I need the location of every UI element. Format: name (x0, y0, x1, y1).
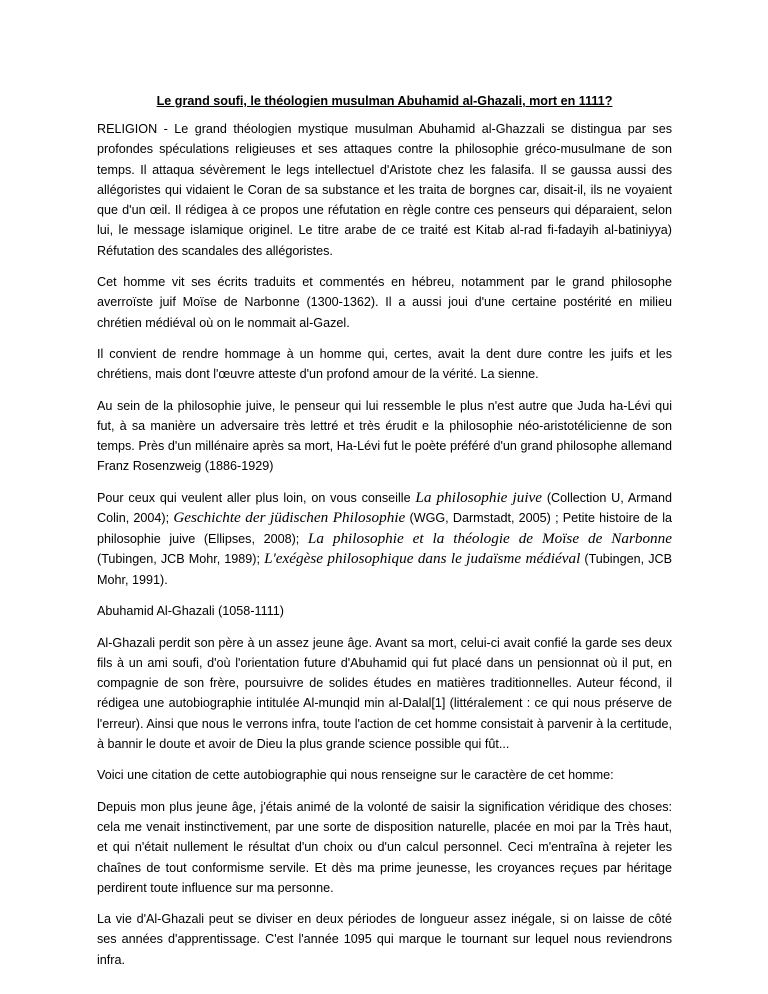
section-heading: Abuhamid Al-Ghazali (1058-1111) (97, 604, 284, 619)
book-publisher-2: (WGG, Darmstadt, 2005) ; Petite histoire de la philosophie juive (Ellipses, 2008); (97, 511, 672, 546)
book-publisher-4: (Tubingen, JCB Mohr, 1991). (97, 552, 673, 587)
paragraph-homage: Il convient de rendre hommage à un homme qui, certes, avait la dent dure contre les juifs et les chrétiens, mais dont l'œuvre atteste d'un profond amour de la vérité. La sienne. (97, 346, 672, 382)
biblio-intro: Pour ceux qui veulent aller plus loin, on vous conseille (97, 490, 416, 505)
paragraph-biography: Al-Ghazali perdit son père à un assez jeune âge. Avant sa mort, celui-ci avait confié la garde ses deux fils à un ami soufi, d'où l'orientation future d'Abuhamid qui fut placé dans un pensionnat où il put, en compagnie de son frère, poursuivre de solides études en matières traditionnelles. Auteur fécond, il rédigea une autobiographie intitulée Al-munqid min al-Dalal[1] (littéralement : ce qui nous préserve de l'erreur). Ainsi que nous le verrons infra, toute l'action de cet homme consistait à parvenir à la certitude, à bannir le doute et avoir de Dieu la plus grande science possible qui fût... (97, 635, 672, 752)
paragraph-bibliography (97, 488, 672, 591)
paragraph-life-periods: La vie d'Al-Ghazali peut se diviser en deux périodes de longueur assez inégale, si on laisse de côté ses années d'apprentissage. C'est l'année 1095 qui marque le tournant sur lequel nous reviendrons infra. (97, 912, 672, 967)
book-title-1: La philosophie juive (415, 488, 543, 506)
paragraph-citation-intro: Voici une citation de cette autobiographie qui nous renseigne sur le caractère de cet homme: (97, 768, 614, 783)
paragraph-citation: Depuis mon plus jeune âge, j'étais animé de la volonté de saisir la signification véridique des choses: cela me venait instinctivement, par une sorte de disposition naturelle, placée en moi par la Très haut, et qui n'était nullement le résultat d'un choix ou d'un calcul personnel. Ceci m'entraîna à rejeter les chaînes de tout conformisme servile. Et dès ma prime jeunesse, les croyances reçues par héritage perdirent toute influence sur ma personne. (97, 799, 672, 895)
book-publisher-3: (Tubingen, JCB Mohr, 1989); (97, 552, 265, 567)
paragraph-religion: RELIGION - Le grand théologien mystique musulman Abuhamid al-Ghazzali se distingua par ses profondes spéculations religieuses et ses attaques contre la philosophie gréco-musulmane de son temps. Il attaqua sévèrement le legs intellectuel d'Aristote chez les falasifa. Il se gaussa aussi des allégoristes qui vidaient le Coran de sa substance et les traita de borgnes car, disait-il, ils ne voyaient que d'un œil. Il rédigea à ce propos une réfutation en règle contre ces penseurs qui déparaient, selon lui, le message islamique originel. Le titre arabe de ce traité est Kitab al-rad fi-fadayih al-batiniyya) Réfutation des scandales des allégoristes. (97, 122, 672, 258)
book-title-2: Geschichte der jüdischen Philosophie (173, 509, 406, 527)
book-publisher-1: (Collection U, Armand Colin, 2004); (97, 490, 672, 526)
paragraph-jewish-philosophy: Au sein de la philosophie juive, le penseur qui lui ressemble le plus n'est autre que Juda ha-Lévi qui fut, à sa manière un adversaire très lettré et très érudit e la philosophie néo-aristotélicienne de son temps. Près d'un millénaire après sa mort, Ha-Lévi fut le poète préféré d'un grand philosophe allemand Franz Rosenzweig (1886-1929) (97, 398, 672, 474)
document-title: Le grand soufi, le théologien musulman Abuhamid al-Ghazali, mort en 1111? (156, 94, 613, 108)
book-title-3: La philosophie et la théologie de Moïse de Narbonne (307, 529, 672, 547)
book-title-4: L'exégèse philosophique dans le judaïsme médiéval (264, 550, 581, 568)
paragraph-translations: Cet homme vit ses écrits traduits et commentés en hébreu, notamment par le grand philosophe averroïste juif Moïse de Narbonne (1300-1362). Il a aussi joui d'une certaine postérité en milieu chrétien médiéval où on le nommait al-Gazel. (97, 275, 672, 330)
